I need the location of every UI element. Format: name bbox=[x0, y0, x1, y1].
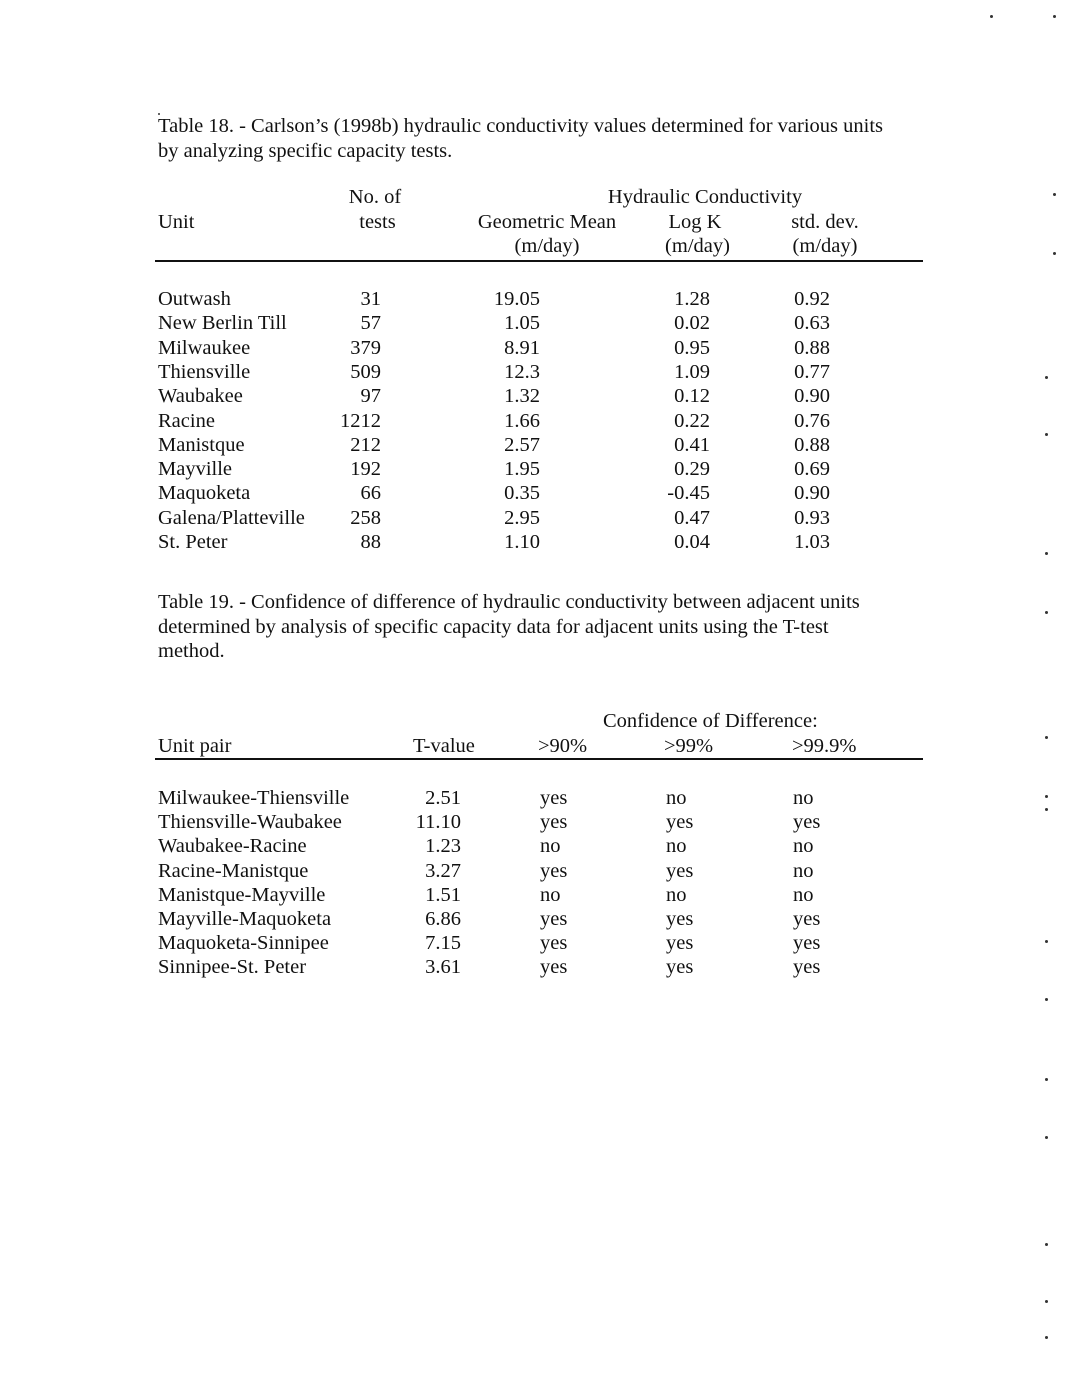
cell-conf-99-9: yes bbox=[793, 956, 821, 979]
cell-std-dev: 0.63 bbox=[794, 312, 830, 335]
cell-tests: 31 bbox=[360, 288, 381, 310]
cell-conf-99-9: no bbox=[793, 859, 814, 882]
table19-caption-line2: determined by analysis of specific capacity data for adjacent units using the T-test bbox=[158, 615, 829, 638]
cell-std-dev: 0.90 bbox=[794, 385, 830, 408]
cell-t-value: 11.10 bbox=[415, 811, 461, 834]
cell-tests: 66 bbox=[360, 482, 381, 505]
cell-conf-90: no bbox=[540, 883, 561, 906]
table19-caption-line3: method. bbox=[158, 640, 225, 662]
cell-conf-99-9: yes bbox=[793, 932, 821, 955]
cell-geometric-mean: 1.66 bbox=[504, 409, 540, 432]
header-std-dev: std. dev. bbox=[791, 211, 859, 233]
cell-unit-pair: Milwaukee-Thiensville bbox=[158, 787, 350, 809]
header-t-value: T-value bbox=[413, 735, 475, 757]
cell-t-value: 6.86 bbox=[425, 908, 461, 930]
cell-unit-pair: Maquoketa-Sinnipee bbox=[158, 932, 329, 955]
cell-conf-90: yes bbox=[540, 908, 568, 930]
cell-std-dev: 1.03 bbox=[794, 531, 830, 553]
cell-tests: 379 bbox=[350, 336, 381, 359]
cell-logk: 0.02 bbox=[674, 312, 710, 335]
cell-geometric-mean: 19.05 bbox=[493, 288, 540, 310]
header-logk: Log K bbox=[668, 211, 722, 233]
cell-geometric-mean: 1.32 bbox=[504, 385, 540, 408]
cell-geometric-mean: 12.3 bbox=[504, 360, 540, 383]
cell-unit: New Berlin Till bbox=[158, 312, 287, 335]
cell-geometric-mean: 1.10 bbox=[504, 531, 540, 553]
cell-std-dev: 0.88 bbox=[794, 433, 830, 456]
cell-unit: Racine bbox=[158, 409, 215, 432]
table19-caption bbox=[158, 590, 928, 664]
cell-conf-99-9: no bbox=[793, 787, 814, 809]
cell-conf-99: yes bbox=[666, 811, 694, 834]
cell-geometric-mean: 8.91 bbox=[504, 336, 540, 359]
header-geometric-mean: Geometric Mean bbox=[477, 211, 617, 233]
table18-caption-line1: Table 18. - Carlson’s (1998b) hydraulic conductivity values determined for various units bbox=[158, 115, 884, 137]
cell-geometric-mean: 1.95 bbox=[504, 458, 540, 481]
cell-conf-99-9: no bbox=[793, 835, 814, 858]
cell-conf-90: yes bbox=[540, 811, 568, 834]
cell-std-dev: 0.92 bbox=[794, 288, 830, 310]
cell-logk: 0.29 bbox=[674, 458, 710, 481]
cell-t-value: 3.27 bbox=[425, 859, 461, 882]
cell-unit: Waubakee bbox=[158, 385, 243, 408]
cell-geometric-mean: 2.95 bbox=[504, 506, 540, 529]
header-unit-pair: Unit pair bbox=[158, 735, 232, 757]
cell-tests: 88 bbox=[360, 531, 381, 553]
cell-conf-90: yes bbox=[540, 859, 568, 882]
cell-logk: 1.28 bbox=[674, 288, 710, 310]
cell-unit: Outwash bbox=[158, 288, 231, 310]
header-hydraulic-conductivity: Hydraulic Conductivity bbox=[607, 186, 803, 208]
cell-std-dev: 0.88 bbox=[794, 336, 830, 359]
header-unit: Unit bbox=[158, 211, 195, 233]
header-conf-99: >99% bbox=[664, 735, 714, 757]
cell-conf-99: yes bbox=[666, 932, 694, 955]
cell-geometric-mean: 0.35 bbox=[504, 482, 540, 505]
table19-caption-line1: Table 19. - Confidence of difference of hydraulic conductivity between adjacent units bbox=[158, 591, 860, 613]
header-conf-99-9: >99.9% bbox=[792, 735, 857, 757]
cell-conf-99: no bbox=[666, 883, 687, 906]
header-geometric-mean-unit: (m/day) bbox=[514, 235, 580, 257]
cell-std-dev: 0.90 bbox=[794, 482, 830, 505]
cell-logk: -0.45 bbox=[667, 482, 710, 505]
cell-std-dev: 0.77 bbox=[794, 360, 830, 383]
cell-std-dev: 0.76 bbox=[794, 409, 830, 432]
cell-unit-pair: Sinnipee-St. Peter bbox=[158, 956, 307, 979]
cell-conf-99: yes bbox=[666, 859, 694, 882]
header-tests-line2: tests bbox=[359, 211, 396, 233]
cell-tests: 509 bbox=[350, 360, 381, 383]
table18-header-rule bbox=[155, 260, 923, 262]
header-tests-line1: No. of bbox=[348, 186, 402, 208]
cell-conf-99-9: no bbox=[793, 883, 814, 906]
cell-unit-pair: Racine-Manistque bbox=[158, 859, 309, 882]
cell-unit: Maquoketa bbox=[158, 482, 251, 505]
cell-tests: 1212 bbox=[340, 409, 381, 432]
header-conf-90: >90% bbox=[538, 735, 588, 757]
cell-t-value: 1.51 bbox=[425, 883, 461, 906]
cell-logk: 0.41 bbox=[674, 433, 710, 456]
cell-conf-99: yes bbox=[666, 956, 694, 979]
cell-logk: 0.47 bbox=[674, 506, 710, 529]
cell-conf-90: yes bbox=[540, 932, 568, 955]
header-std-dev-unit: (m/day) bbox=[792, 235, 858, 257]
cell-conf-99-9: yes bbox=[793, 811, 821, 834]
cell-unit: Thiensville bbox=[158, 360, 251, 383]
cell-conf-99-9: yes bbox=[793, 908, 821, 930]
cell-unit-pair: Thiensville-Waubakee bbox=[158, 811, 342, 834]
header-confidence-of-difference: Confidence of Difference: bbox=[603, 710, 818, 732]
cell-conf-90: yes bbox=[540, 787, 568, 809]
cell-unit: Milwaukee bbox=[158, 336, 251, 359]
cell-unit-pair: Waubakee-Racine bbox=[158, 835, 307, 858]
cell-conf-99: yes bbox=[666, 908, 694, 930]
cell-logk: 0.95 bbox=[674, 336, 710, 359]
cell-conf-99: no bbox=[666, 835, 687, 858]
cell-std-dev: 0.69 bbox=[794, 458, 830, 481]
table18-caption-line2: by analyzing specific capacity tests. bbox=[158, 139, 453, 162]
cell-t-value: 1.23 bbox=[425, 835, 461, 858]
cell-tests: 57 bbox=[360, 312, 381, 335]
cell-unit-pair: Mayville-Maquoketa bbox=[158, 908, 332, 930]
cell-t-value: 2.51 bbox=[425, 787, 461, 809]
cell-conf-90: yes bbox=[540, 956, 568, 979]
cell-conf-99: no bbox=[666, 787, 687, 809]
cell-geometric-mean: 1.05 bbox=[504, 312, 540, 335]
cell-conf-90: no bbox=[540, 835, 561, 858]
table18-caption bbox=[158, 114, 928, 163]
cell-unit: St. Peter bbox=[158, 531, 228, 553]
header-logk-unit: (m/day) bbox=[665, 235, 730, 257]
cell-unit: Manistque bbox=[158, 433, 245, 456]
cell-unit: Mayville bbox=[158, 458, 233, 481]
table19-header-rule bbox=[155, 758, 923, 760]
cell-logk: 0.04 bbox=[674, 531, 710, 553]
cell-unit: Galena/Platteville bbox=[158, 506, 305, 529]
cell-t-value: 3.61 bbox=[425, 956, 461, 979]
cell-geometric-mean: 2.57 bbox=[504, 433, 540, 456]
cell-tests: 258 bbox=[350, 506, 381, 529]
cell-logk: 0.12 bbox=[674, 385, 710, 408]
cell-tests: 97 bbox=[360, 385, 381, 408]
cell-std-dev: 0.93 bbox=[794, 506, 830, 529]
cell-logk: 0.22 bbox=[674, 409, 710, 432]
cell-tests: 212 bbox=[350, 433, 381, 456]
cell-logk: 1.09 bbox=[674, 360, 710, 383]
cell-tests: 192 bbox=[350, 458, 381, 481]
cell-t-value: 7.15 bbox=[425, 932, 461, 955]
cell-unit-pair: Manistque-Mayville bbox=[158, 883, 326, 906]
